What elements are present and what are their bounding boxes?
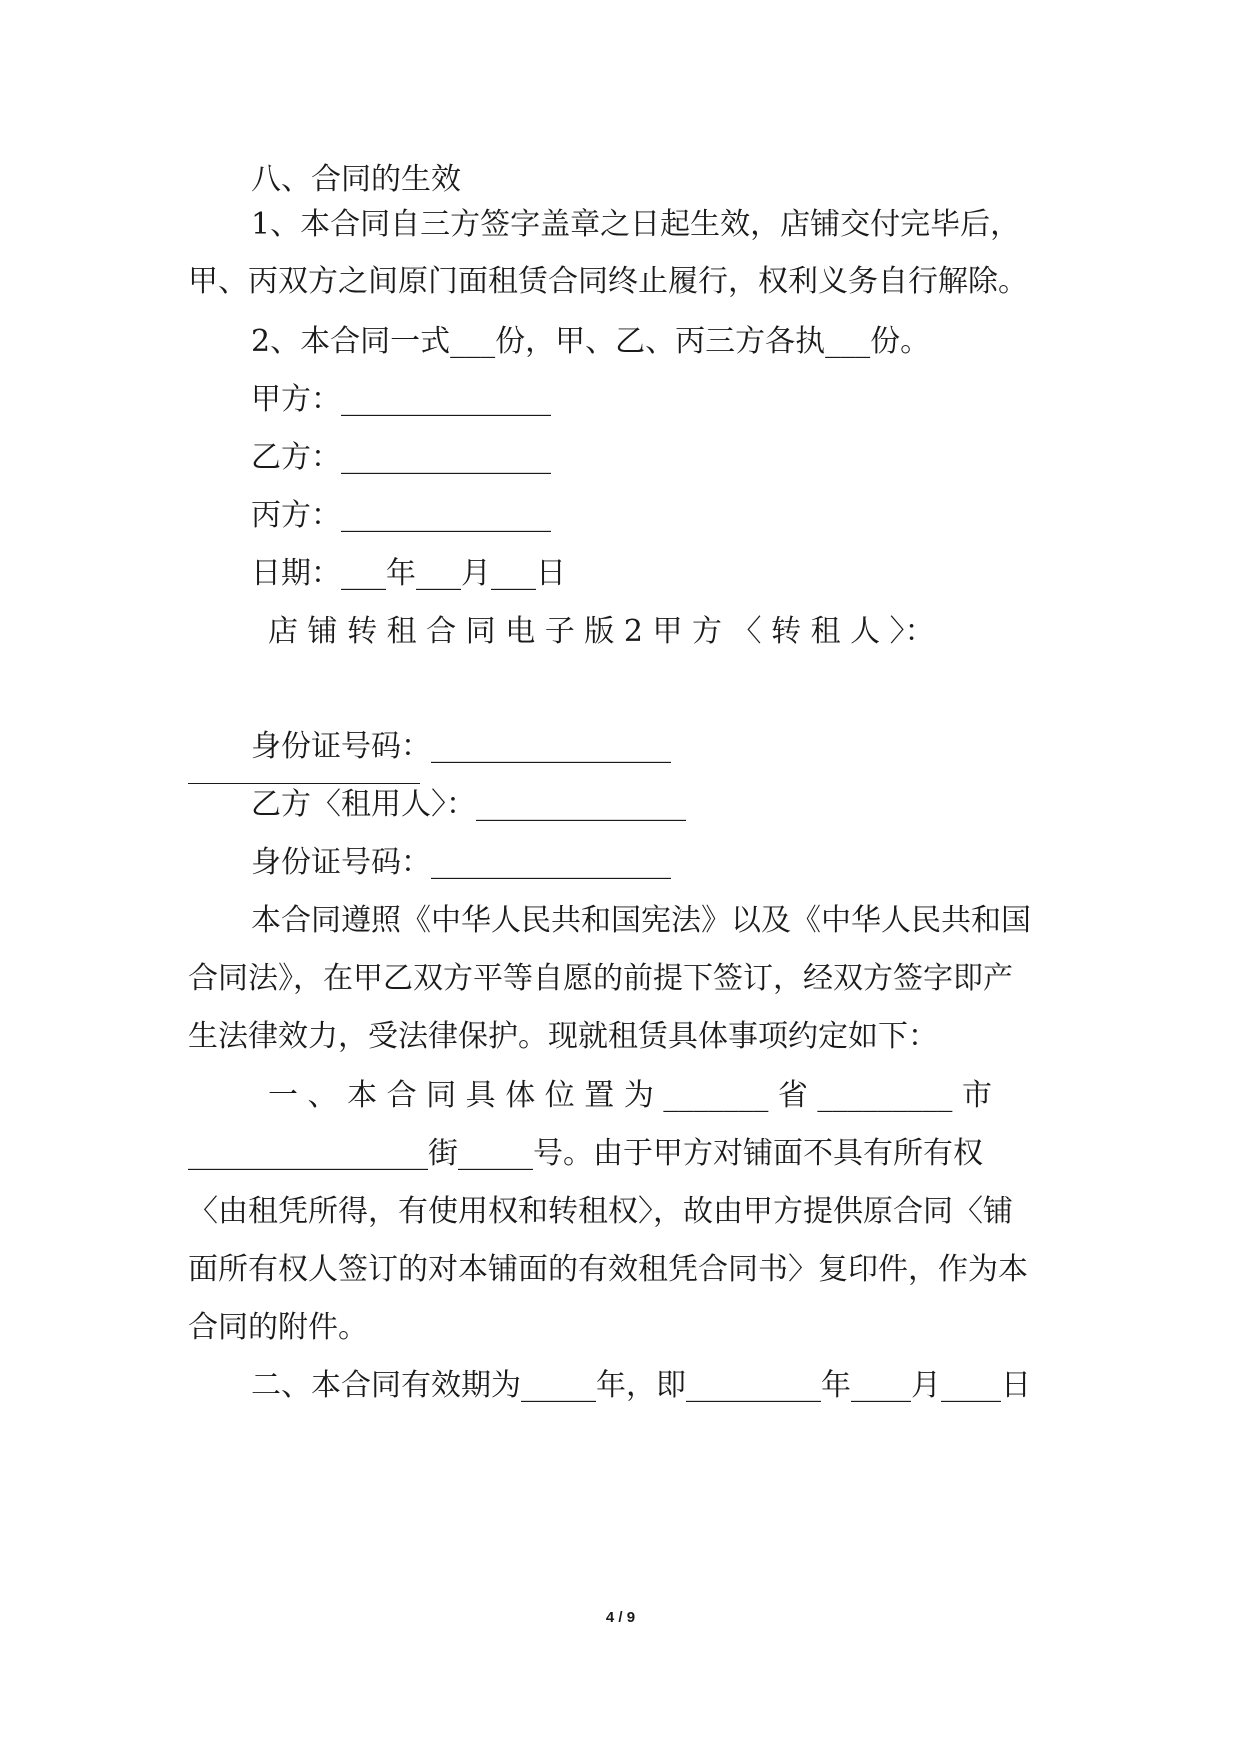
paragraph-line: 生法律效力，受法律保护。现就租赁具体事项约定如下： [188,1019,938,1054]
id-number-line: 身份证号码：________________ [251,845,671,880]
clause-one-line: 一 、 本 合 同 具 体 位 置 为 _______ 省 _________ 市 [268,1078,992,1113]
paragraph-line: ________________街_____号。由于甲方对铺面不具有所有权 [188,1136,983,1171]
paragraph-line: 2、本合同一式___份，甲、乙、丙三方各执___份。 [251,324,931,359]
paragraph-line: 1、本合同自三方签字盖章之日起生效，店铺交付完毕后， [251,207,1021,242]
paragraph-line: 甲、丙双方之间原门面租赁合同终止履行，权利义务自行解除。 [188,264,1028,299]
paragraph-line: 面所有权人签订的对本铺面的有效租凭合同书〉复印件，作为本 [188,1252,1028,1287]
lessee-line: 乙方〈租用人〉：______________ [251,787,686,822]
party-c-signature-line: 丙方：______________ [251,498,551,533]
date-line: 日期：___年___月___日 [251,556,566,591]
paragraph-line: 合同法》，在甲乙双方平等自愿的前提下签订，经双方签字即产 [188,961,1013,996]
clause-two-line: 二、本合同有效期为_____年，即_________年____月____日 [251,1368,1031,1403]
party-b-signature-line: 乙方：______________ [251,440,551,475]
section-heading: 八、合同的生效 [251,162,461,197]
paragraph-line: 合同的附件。 [188,1310,368,1345]
id-number-line: 身份证号码：________________ [251,729,671,764]
paragraph-line: 本合同遵照《中华人民共和国宪法》以及《中华人民共和国 [251,903,1031,938]
party-a-signature-line: 甲方：______________ [251,382,551,417]
contract-title-line: 店 铺 转 租 合 同 电 子 版 2 甲 方 〈 转 租 人 〉： [268,614,935,649]
party-a-blank-line [188,783,420,784]
paragraph-line: 〈由租凭所得，有使用权和转租权〉，故由甲方提供原合同〈铺 [188,1194,1013,1229]
page-number: 4 / 9 [605,1609,636,1626]
